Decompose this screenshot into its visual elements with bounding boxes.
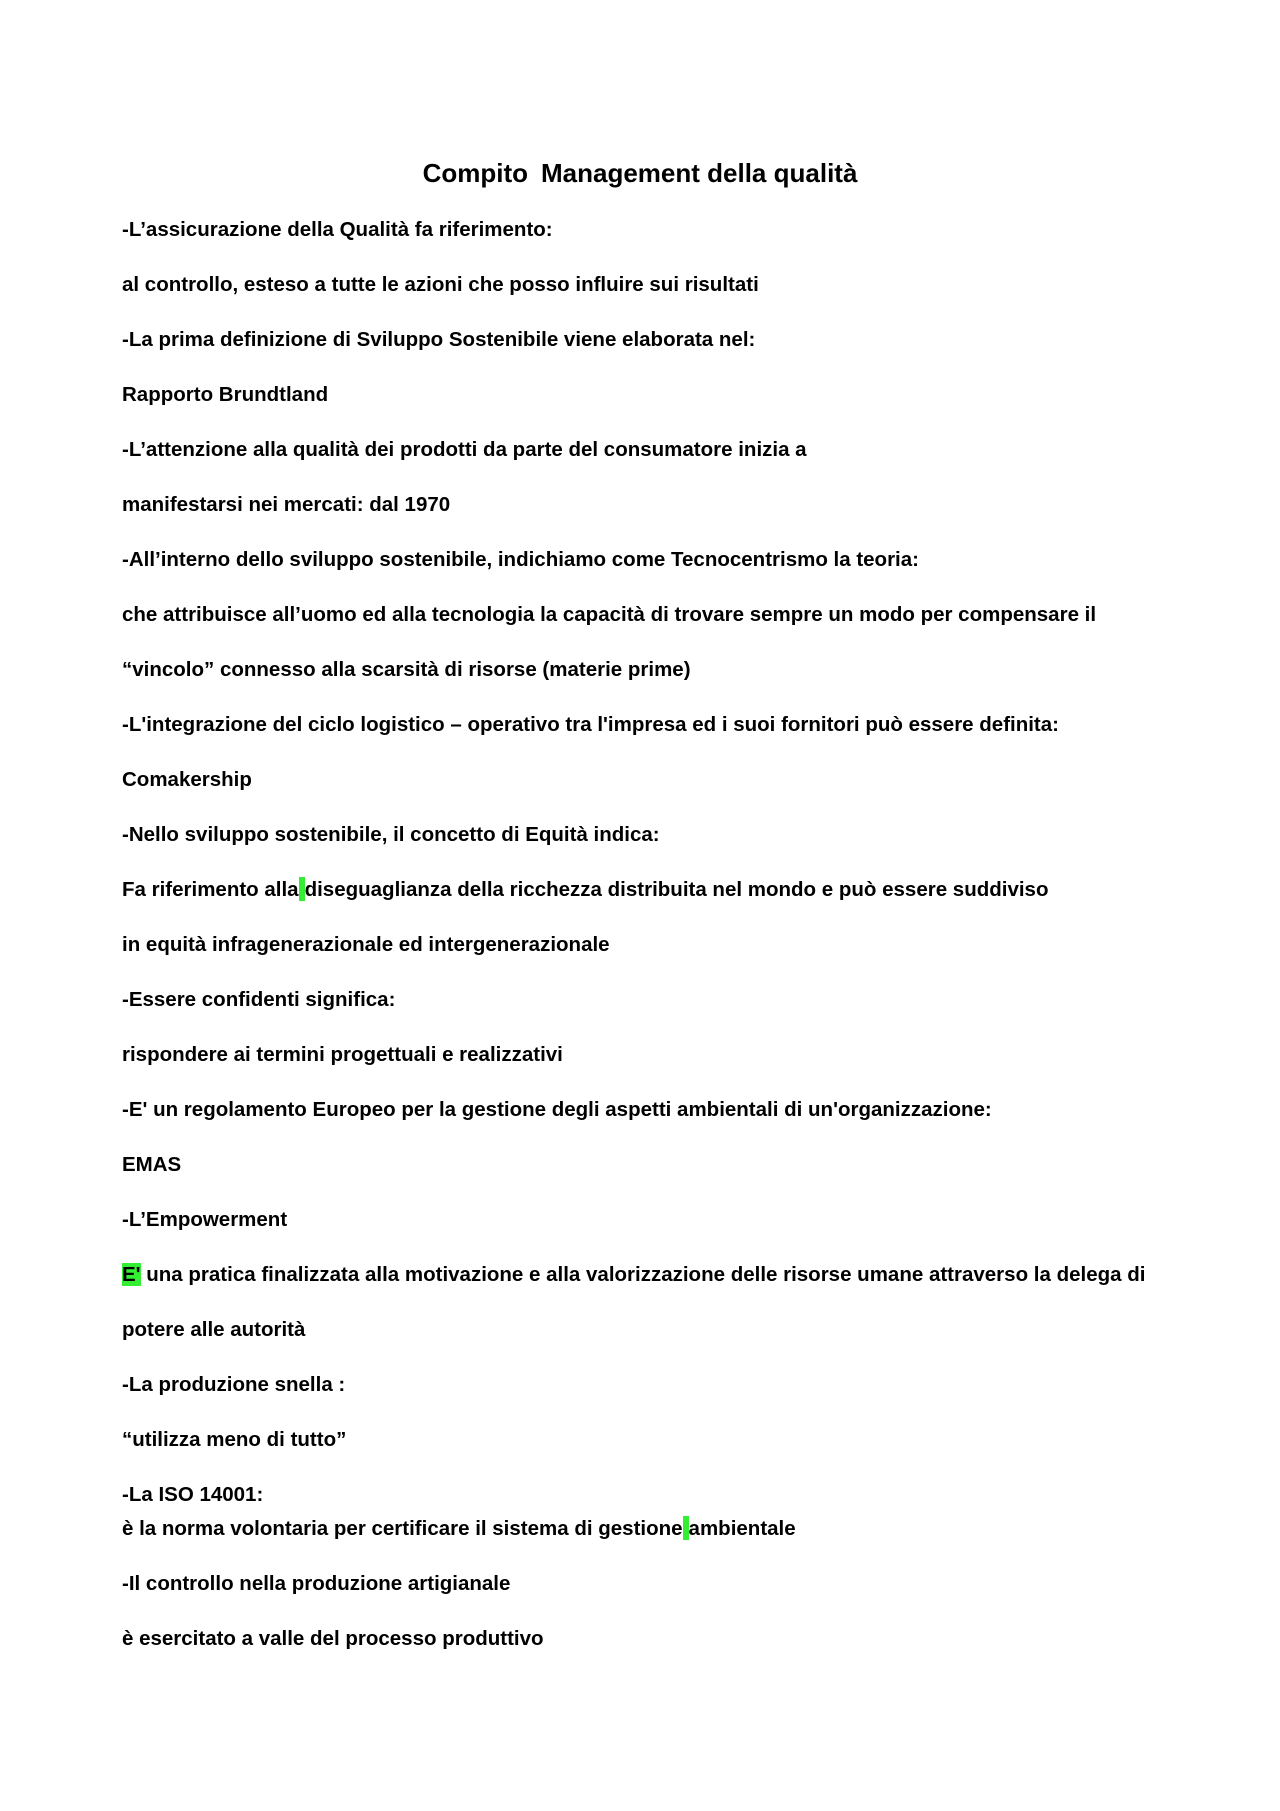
answer-line-equita xyxy=(122,876,1048,904)
question-line: -L'integrazione del ciclo logistico – operativo tra l'impresa ed i suoi fornitori può essere definita: xyxy=(122,713,1059,736)
question-line: -Nello sviluppo sostenibile, il concetto di Equità indica: xyxy=(122,823,660,846)
answer-line: manifestarsi nei mercati: dal 1970 xyxy=(122,493,451,516)
question-line: -La produzione snella : xyxy=(122,1373,346,1396)
answer-text: ambientale xyxy=(688,1517,796,1540)
question-line: -L’assicurazione della Qualità fa riferimento: xyxy=(122,218,553,241)
question-line: -L’attenzione alla qualità dei prodotti da parte del consumatore inizia a xyxy=(122,438,807,461)
answer-text: una pratica finalizzata alla motivazione e alla valorizzazione delle risorse umane attraverso la delega di xyxy=(140,1263,1146,1286)
highlighted-text: E' xyxy=(122,1263,141,1286)
answer-line-iso xyxy=(122,1515,796,1543)
question-line: -Essere confidenti significa: xyxy=(122,988,396,1011)
answer-line: Comakership xyxy=(122,768,252,791)
answer-line: potere alle autorità xyxy=(122,1318,306,1341)
title-part-1: Compito xyxy=(422,158,528,188)
answer-line: “utilizza meno di tutto” xyxy=(122,1428,347,1451)
answer-line: è esercitato a valle del processo produttivo xyxy=(122,1627,544,1650)
answer-text: è la norma volontaria per certificare il sistema di gestione xyxy=(122,1517,683,1540)
answer-line: “vincolo” connesso alla scarsità di risorse (materie prime) xyxy=(122,658,691,681)
answer-line: che attribuisce all’uomo ed alla tecnologia la capacità di trovare sempre un modo per compensare il xyxy=(122,603,1097,626)
question-line: -La ISO 14001: xyxy=(122,1483,264,1506)
answer-line: Rapporto Brundtland xyxy=(122,383,329,406)
answer-line: EMAS xyxy=(122,1153,182,1176)
answer-line: al controllo, esteso a tutte le azioni che posso influire sui risultati xyxy=(122,273,759,296)
answer-line: in equità infragenerazionale ed intergenerazionale xyxy=(122,933,610,956)
question-line: -L’Empowerment xyxy=(122,1208,288,1231)
document-title xyxy=(0,156,1280,190)
answer-text: Fa riferimento alla xyxy=(122,878,299,901)
title-part-2: Management della qualità xyxy=(541,158,858,188)
question-line: -All’interno dello sviluppo sostenibile, indichiamo come Tecnocentrismo la teoria: xyxy=(122,548,919,571)
answer-line: rispondere ai termini progettuali e realizzativi xyxy=(122,1043,563,1066)
answer-text: diseguaglianza della ricchezza distribuita nel mondo e può essere suddiviso xyxy=(304,878,1049,901)
answer-line-empowerment xyxy=(122,1261,1145,1289)
question-line: -La prima definizione di Sviluppo Sostenibile viene elaborata nel: xyxy=(122,328,756,351)
question-line: -Il controllo nella produzione artigianale xyxy=(122,1572,511,1595)
question-line: -E' un regolamento Europeo per la gestione degli aspetti ambientali di un'organizzazione: xyxy=(122,1098,992,1121)
